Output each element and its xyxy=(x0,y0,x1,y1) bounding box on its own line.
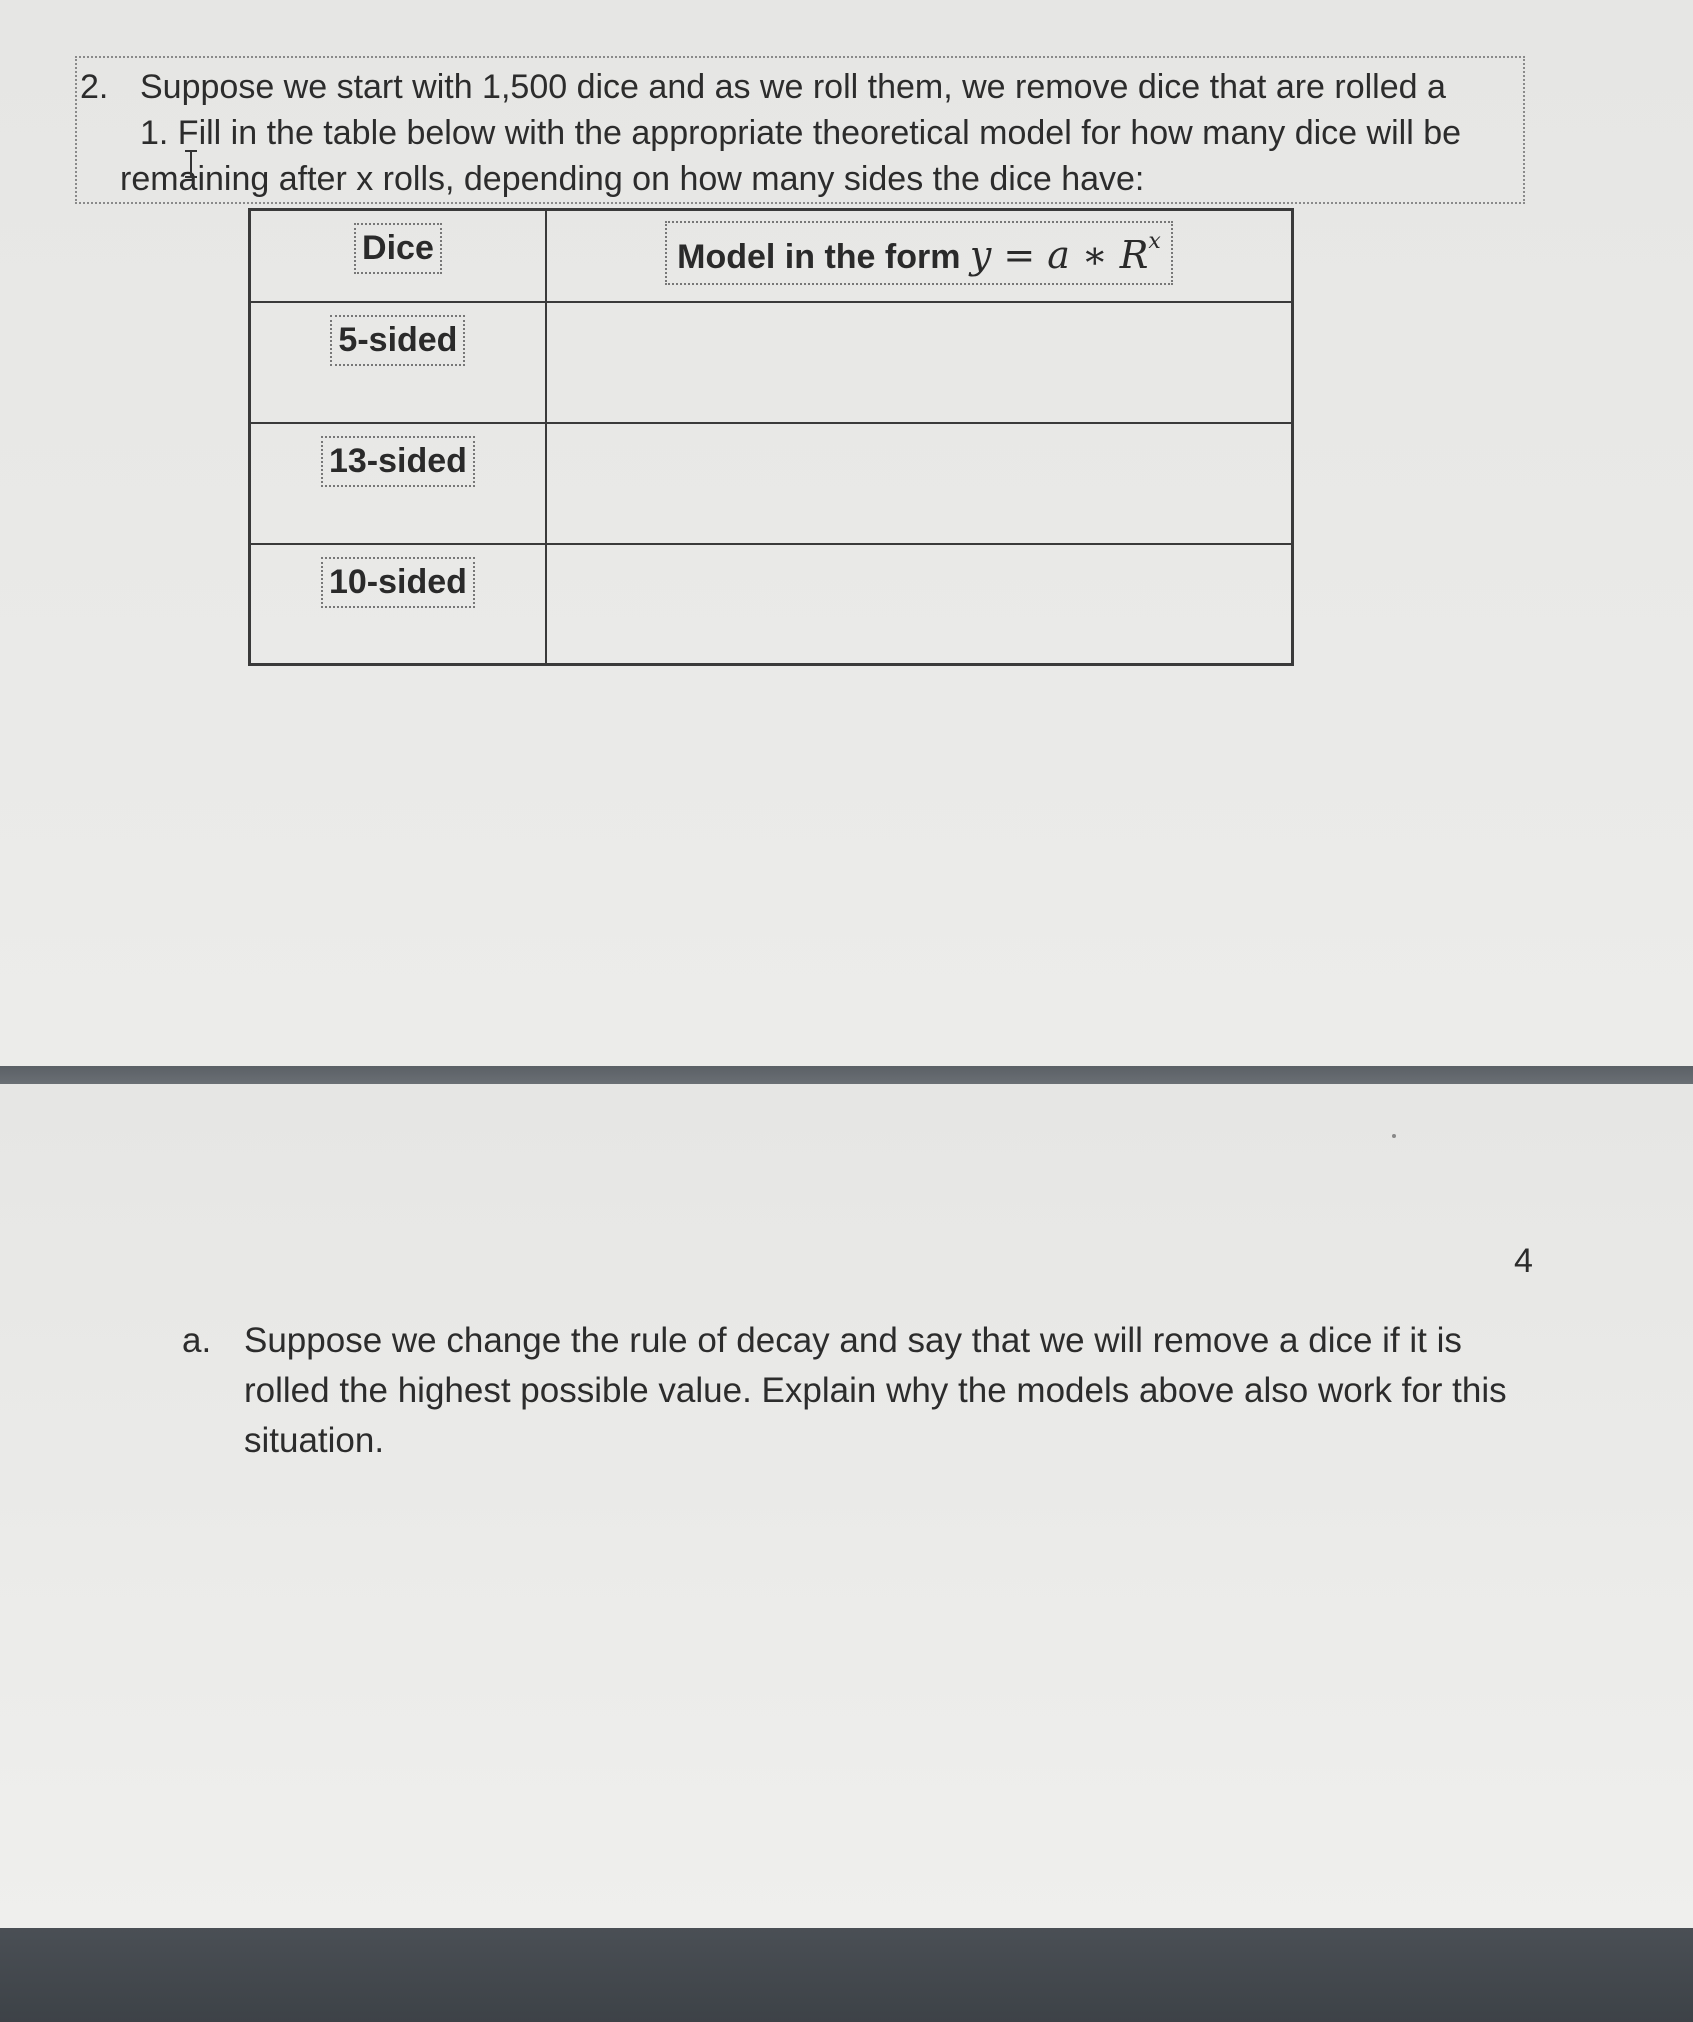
dice-model-table xyxy=(248,208,1294,666)
dust-speck xyxy=(1392,1134,1396,1138)
text-cursor-icon xyxy=(184,150,198,178)
dice-label-10[interactable]: 10-sided xyxy=(321,557,475,608)
question-line-3: remaining after x rolls, depending on how many sides the dice have: xyxy=(120,160,1145,198)
page-divider xyxy=(0,1066,1693,1084)
formula-y: y xyxy=(969,233,992,277)
dice-label-13[interactable]: 13-sided xyxy=(321,436,475,487)
dice-label-5[interactable]: 5-sided xyxy=(330,315,465,366)
table-row xyxy=(250,544,1293,665)
header-dice-label[interactable]: Dice xyxy=(354,223,442,274)
table-header-row xyxy=(250,210,1293,302)
formula-exponent: x xyxy=(1148,229,1161,254)
question-body xyxy=(120,64,1590,202)
header-model-label[interactable] xyxy=(665,221,1173,285)
table-row xyxy=(250,423,1293,544)
formula-times: ∗ xyxy=(1081,233,1108,277)
question-line-2: 1. Fill in the table below with the appropriate theoretical model for how many dice will be xyxy=(140,114,1462,152)
model-cell-10[interactable] xyxy=(546,544,1293,665)
model-cell-5[interactable] xyxy=(546,302,1293,423)
formula-a: a xyxy=(1047,233,1070,277)
question-number: 2. xyxy=(80,68,109,106)
window-footer-bar xyxy=(0,1928,1693,2022)
dice-cell xyxy=(250,423,546,544)
question-line-1: Suppose we start with 1,500 dice and as we roll them, we remove dice that are rolled a xyxy=(140,68,1446,106)
header-cell-model xyxy=(546,210,1293,302)
formula-r: R xyxy=(1119,233,1149,277)
header-cell-dice xyxy=(250,210,546,302)
dice-cell xyxy=(250,544,546,665)
part-a-label: a. xyxy=(182,1321,212,1360)
model-cell-13[interactable] xyxy=(546,423,1293,544)
part-a-text: Suppose we change the rule of decay and say that we will remove a dice if it is rolled the highest possible value. Explain why the models above also work for this situation. xyxy=(244,1321,1507,1460)
page-number: 4 xyxy=(1514,1242,1533,1280)
model-formula xyxy=(969,229,1161,277)
header-model-text: Model in the form xyxy=(677,238,961,276)
page-bottom-section xyxy=(0,1084,1693,1928)
dice-cell xyxy=(250,302,546,423)
table-row xyxy=(250,302,1293,423)
formula-equals: = xyxy=(1003,233,1036,277)
